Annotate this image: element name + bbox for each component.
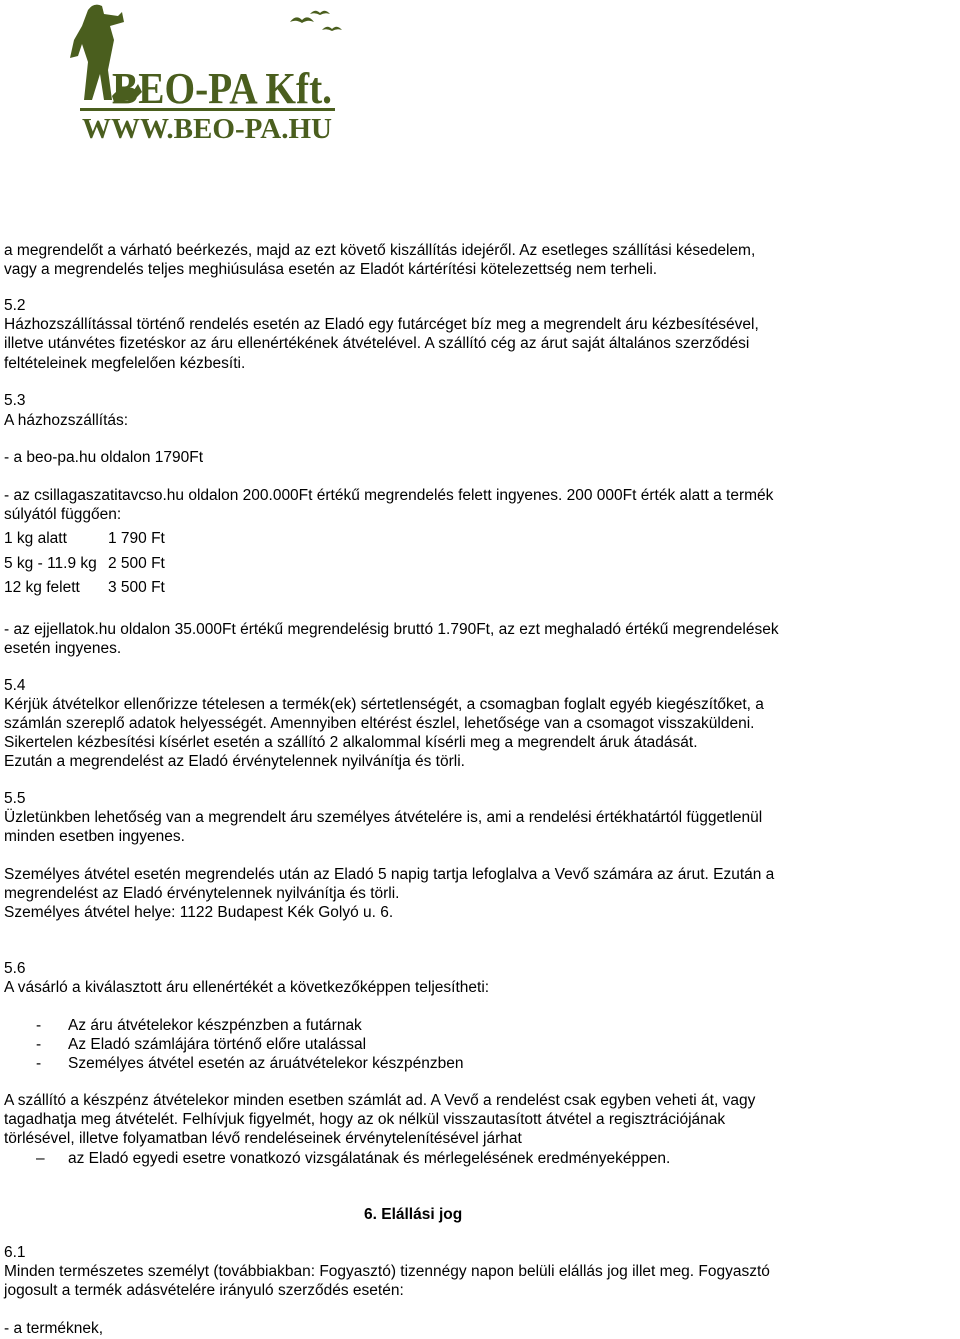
list-item [4, 1036, 366, 1054]
logo-url-text: WWW.BEO-PA.HU [82, 114, 332, 145]
list-item [4, 1055, 463, 1073]
list-item [4, 1017, 362, 1035]
text-line: Sikertelen kézbesítési kísérlet esetén a szállító 2 alkalommal kísérli meg a megrendelt áruk átadását. [4, 734, 698, 751]
section-number: 5.2 [4, 297, 26, 314]
text-line: esetén ingyenes. [4, 640, 122, 657]
section-number: 6.1 [4, 1244, 26, 1261]
weight-row [4, 555, 165, 573]
text-line: Ezután a megrendelést az Eladó érvénytelennek nyilvánítja és törli. [4, 753, 465, 770]
company-logo [60, 0, 350, 150]
text-line: minden esetben ingyenes. [4, 828, 185, 845]
list-item-text: Az áru átvételekor készpénzben a futárnak [68, 1017, 362, 1034]
text-line: A vásárló a kiválasztott áru ellenértékét a következőképpen teljesítheti: [4, 979, 490, 996]
text-line: Minden természetes személyt (továbbiakban: Fogyasztó) tizennégy napon belüli elállás jog illet meg. Fogyasztó [4, 1263, 770, 1280]
text-line: a megrendelőt a várható beérkezés, majd az ezt követő kiszállítás idejéről. Az esetleges szállítási késedelem, [4, 242, 756, 259]
text-line: Személyes átvétel helye: 1122 Budapest Kék Golyó u. 6. [4, 904, 394, 921]
list-item-text: Az Eladó számlájára történő előre utalással [68, 1036, 367, 1053]
list-item-text: az Eladó egyedi esetre vonatkozó vizsgálatának és mérlegelésének eredményeképpen. [68, 1150, 671, 1167]
chapter-heading: 6. Elállási jog [364, 1206, 463, 1223]
text-line: feltételeinek megfelelően kézbesíti. [4, 355, 246, 372]
weight-row [4, 579, 165, 597]
weight-price: 2 500 Ft [108, 555, 165, 572]
text-line: illetve utánvétes fizetéskor az áru ellenértékének átvételével. A szállító cég az árut saját általános szerződési [4, 335, 750, 352]
text-line: Üzletünkben lehetőség van a megrendelt áru személyes átvételére is, ami a rendelési értékhatártól függetlenül [4, 809, 763, 826]
text-line: Házhozszállítással történő rendelés esetén az Eladó egy futárcéget bíz meg a megrendelt áru kézbesítésével, [4, 316, 759, 333]
section-number: 5.6 [4, 960, 26, 977]
text-line: megrendelést az Eladó érvénytelennek nyilvánítja és törli. [4, 885, 400, 902]
logo-brand-text: BEO-PA Kft. [112, 64, 332, 113]
list-item [4, 1150, 670, 1168]
text-line: törlésével, illetve folyamatban lévő rendeléseinek érvénytelenítésével járhat [4, 1130, 522, 1147]
text-line: tagadhatja meg átvételét. Felhívjuk figyelmét, hogy az ok nélkül visszautasított átvétel a regisztrációjának [4, 1111, 726, 1128]
list-bullet: - [36, 1017, 42, 1034]
list-bullet: - [36, 1036, 42, 1053]
text-line: A szállító a készpénz átvételekor minden esetben számlát ad. A Vevő a rendelést csak egyben veheti át, vagy [4, 1092, 756, 1109]
hunter-bird-logo-icon [60, 0, 350, 150]
weight-price: 3 500 Ft [108, 579, 165, 596]
section-number: 5.4 [4, 677, 26, 694]
list-dash: – [36, 1150, 45, 1167]
section-number: 5.3 [4, 392, 26, 409]
weight-row [4, 530, 165, 548]
text-line: jogosult a termék adásvételére irányuló szerződés esetén: [4, 1282, 404, 1299]
list-bullet: - [36, 1055, 42, 1072]
text-line: számlán szereplő adatok helyességét. Amennyiben eltérést észlel, lehetősége van a csomagot visszaküldeni. [4, 715, 755, 732]
weight-label: 12 kg felett [4, 579, 80, 596]
text-line: - a beo-pa.hu oldalon 1790Ft [4, 449, 204, 466]
weight-label: 5 kg - 11.9 kg [4, 555, 97, 572]
text-line: - az ejjellatok.hu oldalon 35.000Ft értékű megrendelésig bruttó 1.790Ft, az ezt meghaladó értékű megrendelések [4, 621, 779, 638]
weight-price: 1 790 Ft [108, 530, 165, 547]
text-line: - az csillagaszatitavcso.hu oldalon 200.000Ft értékű megrendelés felett ingyenes. 200 000Ft érték alatt a termék [4, 487, 774, 504]
list-item-text: Személyes átvétel esetén az áruátvételekor készpénzben [68, 1055, 464, 1072]
text-line: Személyes átvétel esetén megrendelés után az Eladó 5 napig tartja lefoglalva a Vevő számára az árut. Ezután a [4, 866, 775, 883]
text-line: - a terméknek, [4, 1320, 104, 1337]
text-line: vagy a megrendelés teljes meghiúsulása esetén az Eladót kártérítési kötelezettség nem terheli. [4, 261, 658, 278]
section-number: 5.5 [4, 790, 26, 807]
text-line: Kérjük átvételkor ellenőrizze tételesen a termék(ek) sértetlenségét, a csomagban foglalt egyéb kiegészítőket, a [4, 696, 764, 713]
weight-label: 1 kg alatt [4, 530, 67, 547]
text-line: súlyától függően: [4, 506, 122, 523]
section-title: A házhozszállítás: [4, 412, 129, 429]
